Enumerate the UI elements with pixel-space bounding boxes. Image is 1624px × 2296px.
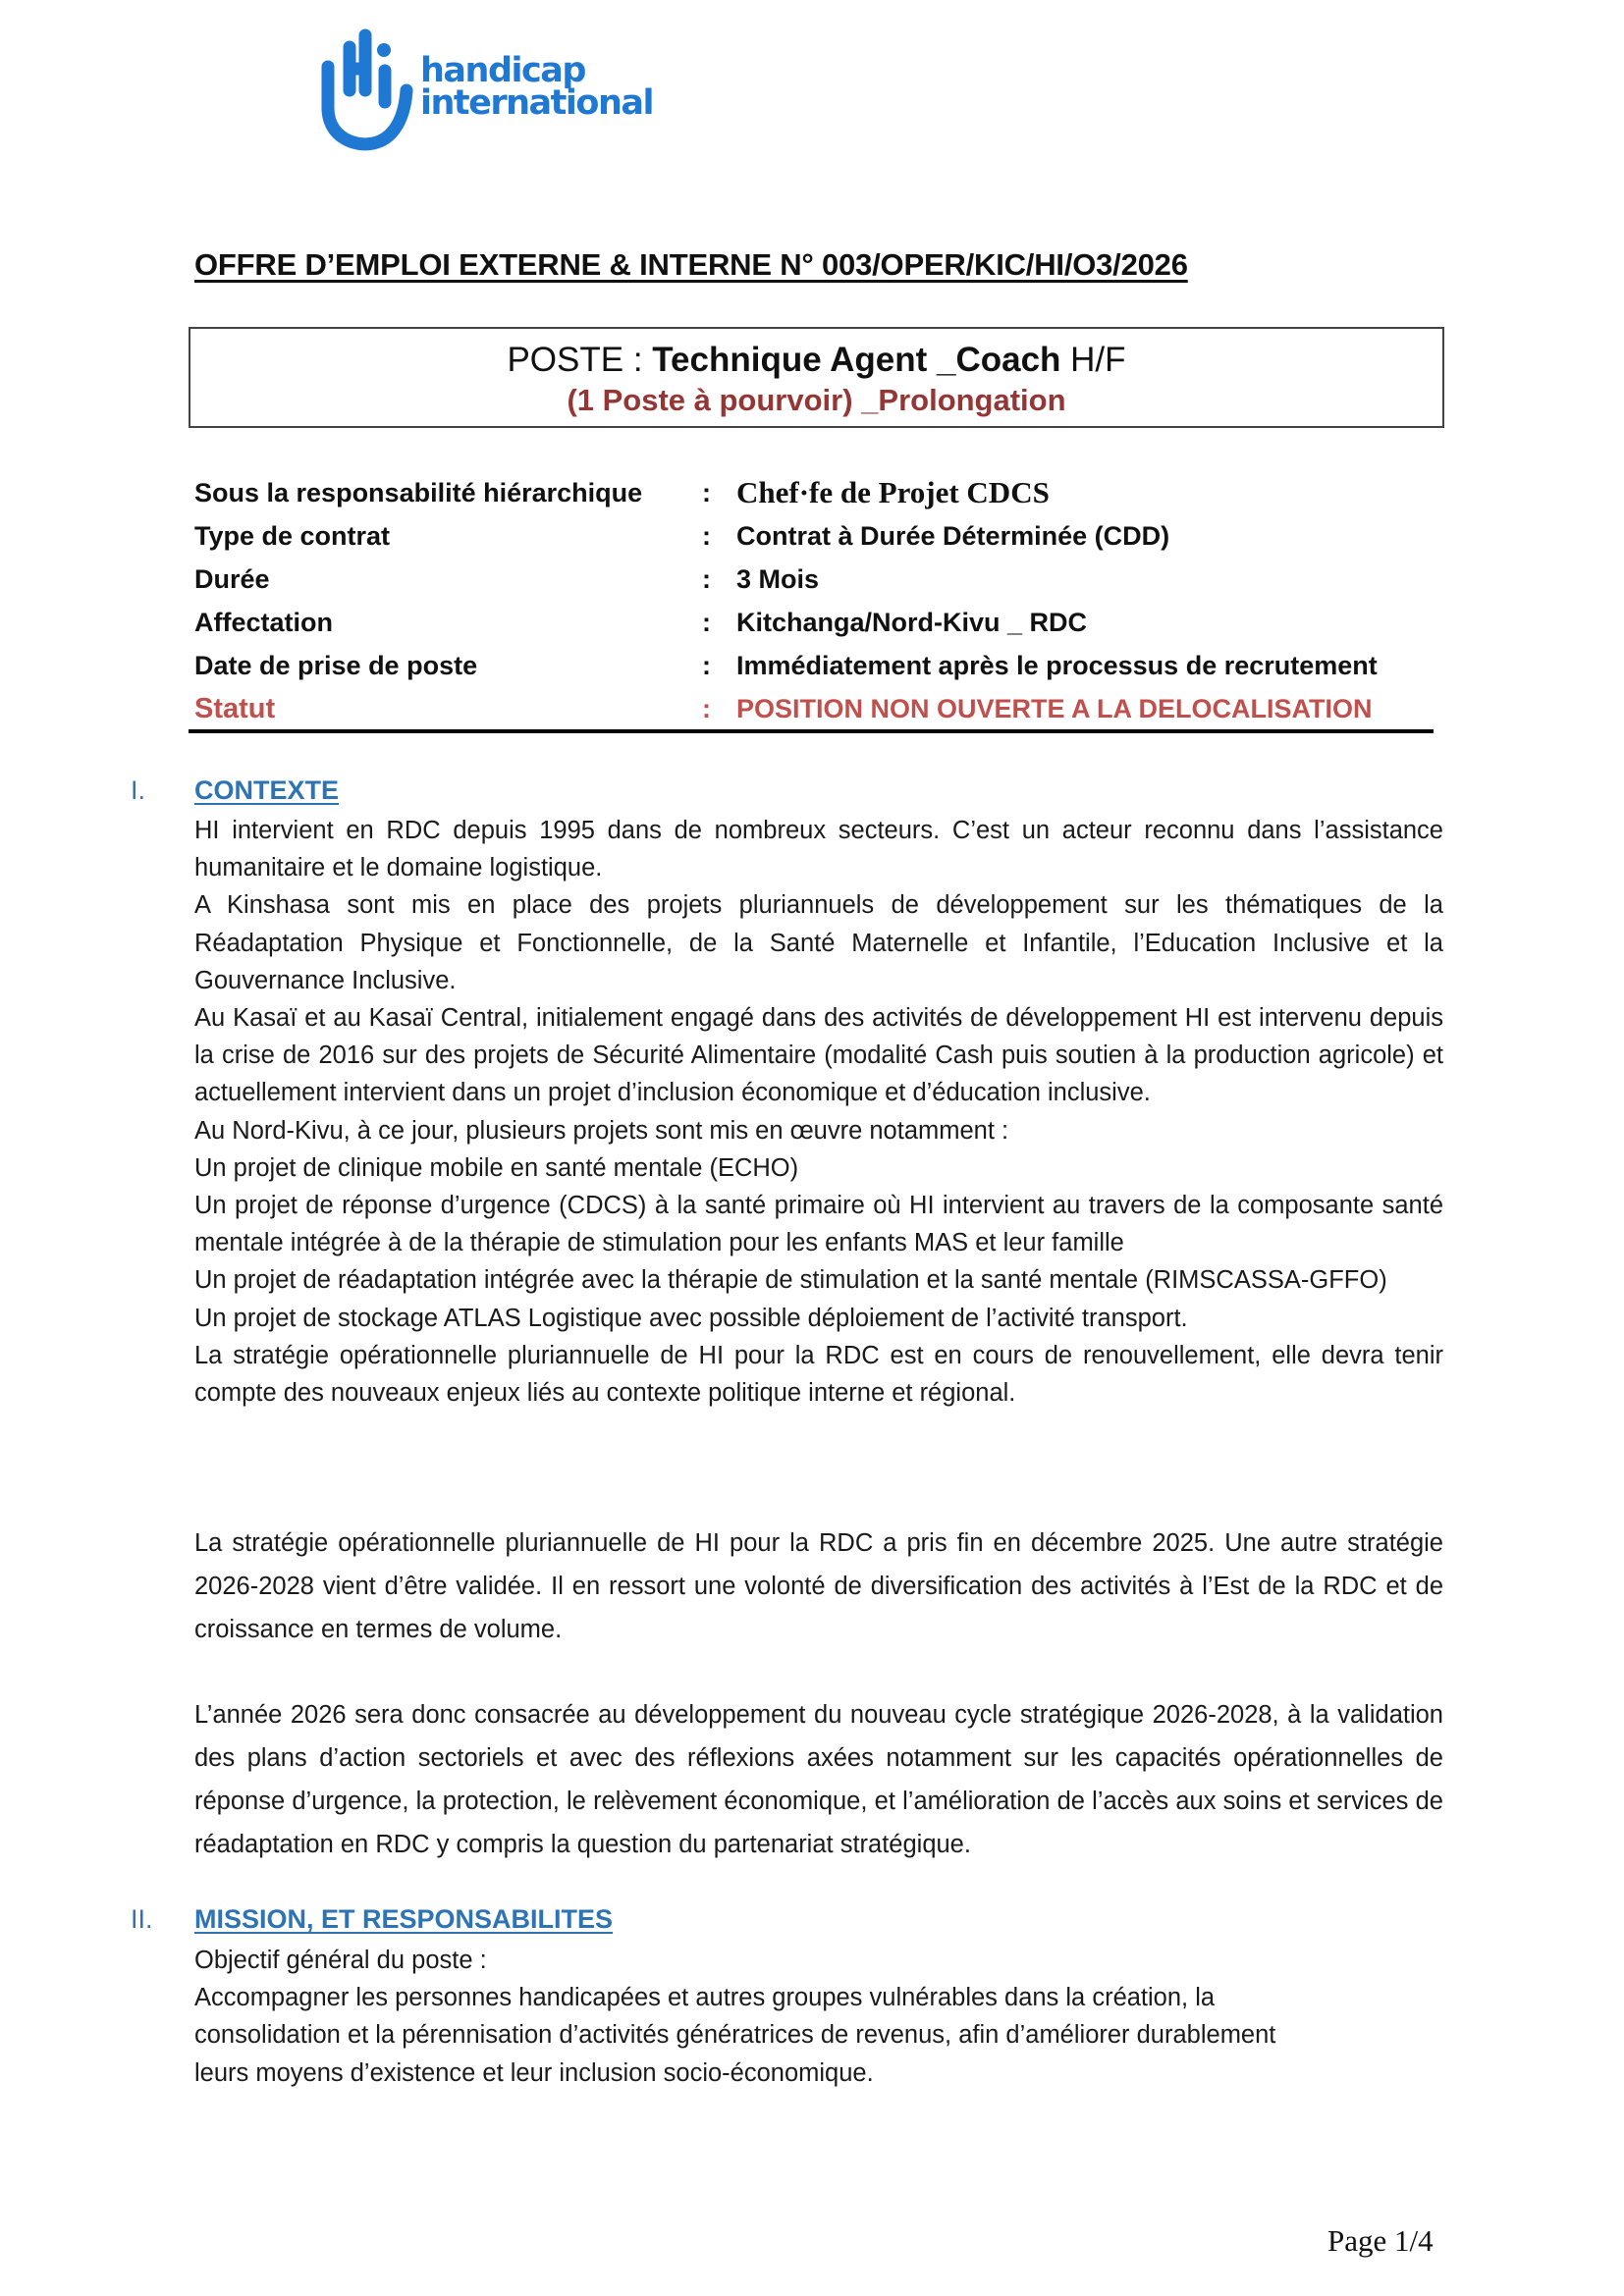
info-row-type-contrat	[194, 514, 1441, 558]
paragraph: Un projet de clinique mobile en santé mentale (ECHO)	[194, 1153, 799, 1182]
handicap-international-logo	[316, 27, 653, 151]
section-number: II.	[131, 1904, 153, 1934]
info-row-date-prise-poste	[194, 644, 1441, 687]
paragraph: Un projet de réponse d’urgence (CDCS) à la santé primaire où HI intervient au travers de la composante santé mentale intégrée à de la thérapie de stimulation pour les enfants MAS et leur famille	[194, 1192, 1443, 1257]
info-divider	[189, 729, 1434, 733]
info-value: 3 Mois	[736, 563, 820, 594]
logo-line-handicap: handicap	[420, 51, 585, 90]
paragraph: La stratégie opérationnelle pluriannuelle de HI pour la RDC est en cours de renouvellement, elle devra tenir compte des nouveaux enjeux liés au contexte politique interne et régional.	[194, 1341, 1443, 1408]
poste-heading	[190, 339, 1442, 382]
paragraph: Au Kasaï et au Kasaï Central, initialement engagé dans des activités de développement HI est intervenu depuis la crise de 2016 sur des projets de Sécurité Alimentaire (modalité Cash puis soutien à la production agricole) et actuellement intervient dans un projet d’inclusion économique et d’éducation inclusive.	[194, 1004, 1443, 1107]
year-2026-paragraph	[194, 1693, 1443, 1866]
objective-line: consolidation et la pérennisation d’activités génératrices de revenus, afin d’améliorer durablement	[194, 2021, 1276, 2050]
logo-line-international: international	[420, 83, 653, 123]
info-key: Statut	[194, 692, 276, 724]
info-key: Affectation	[194, 607, 333, 637]
info-row-duree	[194, 558, 1441, 601]
paragraph: Au Nord-Kivu, à ce jour, plusieurs projets sont mis en œuvre notamment :	[194, 1116, 1009, 1145]
poste-subtitle: (1 Poste à pourvoir) _Prolongation	[567, 383, 1066, 417]
info-key: Date de prise de poste	[194, 650, 478, 680]
hi-hand-logo-icon	[316, 27, 414, 151]
info-sep: :	[702, 563, 711, 594]
info-value: Immédiatement après le processus de recrutement	[736, 650, 1378, 680]
paragraph: Un projet de stockage ATLAS Logistique avec possible déploiement de l’activité transport.	[194, 1304, 1188, 1332]
mission-body	[194, 1942, 1471, 2092]
info-key: Sous la responsabilité hiérarchique	[194, 477, 643, 507]
info-sep: :	[702, 650, 711, 680]
info-sep: :	[702, 520, 711, 551]
info-sep: :	[702, 693, 711, 723]
info-value: POSITION NON OUVERTE A LA DELOCALISATION	[736, 693, 1373, 723]
objective-line: leurs moyens d’existence et leur inclusion socio-économique.	[194, 2058, 874, 2087]
paragraph: A Kinshasa sont mis en place des projets pluriannuels de développement sur les thématiques de la Réadaptation Physique et Fonctionnelle, de la Santé Maternelle et Infantile, l’Education Inclusive et la Gouvernance Inclusive.	[194, 891, 1443, 994]
info-sep: :	[702, 477, 711, 507]
info-value: Chef·fe de Projet CDCS	[736, 475, 1050, 509]
info-key: Type de contrat	[194, 520, 391, 551]
paragraph: HI intervient en RDC depuis 1995 dans de nombreux secteurs. C’est un acteur reconnu dans l’assistance humanitaire et le domaine logistique.	[194, 817, 1443, 882]
objective-label: Objectif général du poste :	[194, 1947, 487, 1974]
info-row-responsabilite	[194, 471, 1441, 514]
info-row-affectation	[194, 601, 1441, 644]
poste-box	[189, 327, 1444, 428]
section-title: MISSION, ET RESPONSABILITES	[194, 1904, 614, 1934]
strategy-paragraph	[194, 1522, 1443, 1651]
section-title: CONTEXTE	[194, 775, 340, 805]
info-value: Kitchanga/Nord-Kivu _ RDC	[736, 607, 1088, 637]
paragraph: L’année 2026 sera donc consacrée au développement du nouveau cycle stratégique 2026-2028, à la validation des plans d’action sectoriels et avec des réflexions axées notamment sur les capacités opérationnelles de réponse d’urgence, la protection, le relèvement économique, et l’amélioration de l’accès aux soins et services de réadaptation en RDC y compris la question du partenariat stratégique.	[194, 1701, 1443, 1858]
info-value: Contrat à Durée Déterminée (CDD)	[736, 520, 1170, 551]
page-number: Page 1/4	[1327, 2223, 1434, 2258]
logo-wordmark	[420, 51, 653, 123]
info-key: Durée	[194, 563, 270, 594]
poste-label: POSTE :	[507, 341, 653, 379]
offer-title: OFFRE D’EMPLOI EXTERNE & INTERNE N° 003/OPER/KIC/HI/O3/2026	[194, 247, 1188, 282]
info-sep: :	[702, 607, 711, 637]
poste-gender: H/F	[1060, 341, 1126, 379]
job-info-table	[194, 471, 1441, 730]
poste-value: Technique Agent _Coach	[652, 341, 1061, 379]
contexte-body	[194, 812, 1443, 1412]
info-row-statut	[194, 687, 1441, 730]
paragraph: La stratégie opérationnelle pluriannuelle de HI pour la RDC a pris fin en décembre 2025. Une autre stratégie 2026-2028 vient d’être validée. Il en ressort une volonté de diversification des activités à l’Est de la RDC et de croissance en termes de volume.	[194, 1529, 1443, 1643]
objective-line: Accompagner les personnes handicapées et autres groupes vulnérables dans la création, la	[194, 1984, 1216, 2012]
section-number: I.	[131, 775, 146, 805]
paragraph: Un projet de réadaptation intégrée avec la thérapie de stimulation et la santé mentale (RIMSCASSA-GFFO)	[194, 1266, 1387, 1295]
